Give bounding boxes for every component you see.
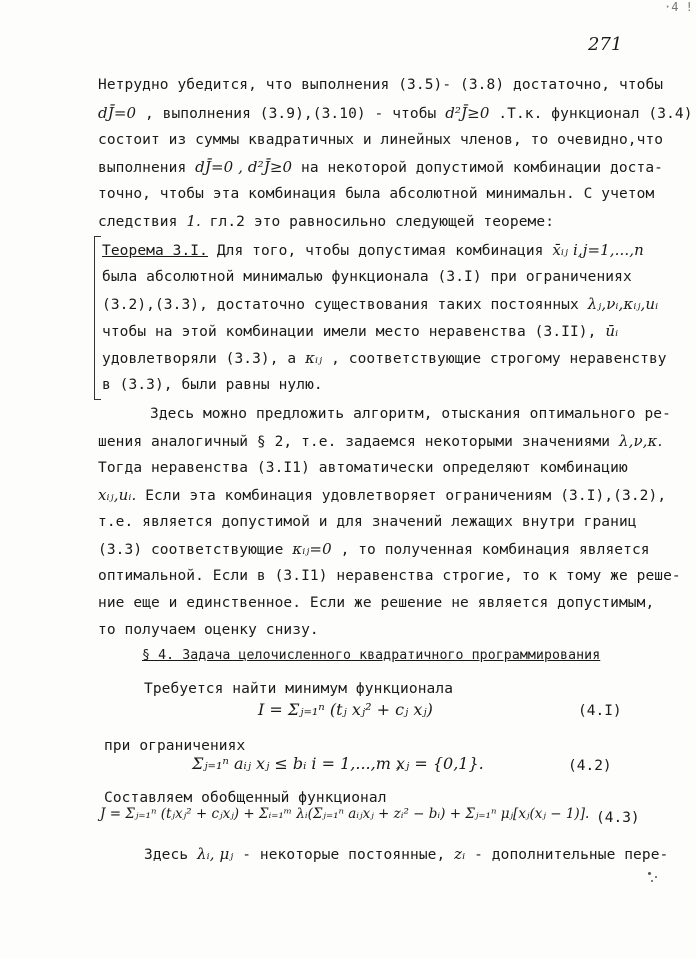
text-line-4-part-c: на некоторой допустимой комбинации доста- [300, 160, 664, 176]
equation-4-2-constraint: Σⱼ₌₁ⁿ aᵢⱼ xⱼ ≤ bᵢ i = 1,...,m , [192, 754, 402, 773]
text-line-15: Тогда неравенства (3.I1) автоматически определяют комбинацию [98, 460, 628, 476]
text-line-17: т.е. является допустимой и для значений лежащих внутри границ [98, 514, 637, 530]
text-line-18 [98, 540, 650, 559]
scan-speck [655, 876, 657, 878]
page-number: 271 [588, 34, 623, 55]
text-line-8: была абсолютной минималью функционала (3.I) при ограничениях [102, 269, 632, 285]
text-line-18-part-a: (3.3) соответствующие [98, 542, 284, 558]
text-line-2-part-b: , выполнения (3.9),(3.10) - чтобы [144, 106, 437, 122]
equation-4-1: I = Σⱼ₌₁ⁿ (tⱼ xⱼ² + cⱼ xⱼ) [258, 700, 433, 719]
text-line-20: ние еще и единственное. Если же решение не является допустимым, [98, 595, 655, 611]
text-line-23: при ограничениях [104, 738, 246, 754]
formula-kappa-zero: κᵢⱼ=0 [292, 540, 332, 558]
equation-4-3: J = Σⱼ₌₁ⁿ (tⱼxⱼ² + cⱼxⱼ) + Σᵢ₌₁ᵐ λᵢ(Σⱼ₌₁ⁿ aᵢⱼxⱼ + zᵢ² − bᵢ) + Σⱼ₌₁ⁿ μⱼ[xⱼ(xⱼ − 1)]. [100, 806, 590, 822]
scan-speck [648, 872, 651, 875]
formula-xij-ui: xᵢⱼ,uᵢ. [98, 486, 137, 504]
text-line-25 [144, 845, 668, 864]
text-line-6 [98, 212, 554, 231]
text-line-14 [98, 432, 662, 451]
text-line-5: точно, чтобы эта комбинация была абсолютной минимальн. С учетом [98, 186, 655, 202]
formula-constants: λⱼ,νᵢ,κᵢⱼ,uᵢ [587, 295, 659, 313]
text-line-25-part-e: - дополнительные пере- [474, 847, 669, 863]
text-line-25-part-a: Здесь [144, 847, 189, 863]
text-line-9 [102, 295, 658, 314]
text-line-16 [98, 486, 666, 505]
formula-d2J-nonneg: d²J̄≥0 [445, 104, 490, 122]
text-line-14-part-a: шения аналогичный § 2, т.е. задаемся некоторыми значениями [98, 434, 611, 450]
formula-xij-indices: x̄ᵢⱼ i,j=1,...,n [552, 241, 644, 259]
text-line-13: Здесь можно предложить алгоритм, отыскания оптимального ре- [150, 406, 671, 422]
text-line-10 [102, 322, 618, 341]
formula-dJ-zero: dJ̄=0 [98, 104, 137, 122]
text-line-2-part-d: .Т.к. функционал (3.4) [498, 106, 693, 122]
text-line-22: Требуется найти минимум функционала [144, 681, 454, 697]
theorem-bracket [94, 236, 101, 400]
formula-lambda-nu-kappa: λ,ν,κ. [618, 432, 663, 450]
text-line-6-part-c: гл.2 это равносильно следующей теореме: [209, 214, 555, 230]
text-line-7-part-b: Для того, чтобы допустимая комбинация [216, 243, 544, 259]
text-line-12: в (3.3), были равны нулю. [102, 377, 323, 393]
formula-kappa-ij: κᵢⱼ [305, 349, 323, 367]
formula-ui-bar: ūᵢ [605, 322, 619, 340]
text-line-16-part-b: Если эта комбинация удовлетворяет ограничениям (3.I),(3.2), [145, 488, 667, 504]
corollary-number: 1. [186, 212, 201, 230]
text-line-6-part-a: следствия [98, 214, 178, 230]
text-line-19: оптимальной. Если в (3.I1) неравенства строгие, то к тому же реше- [98, 568, 681, 584]
equation-4-3-number: (4.3) [596, 810, 640, 826]
text-line-25-part-c: - некоторые постоянные, [242, 847, 446, 863]
section-title: § 4. Задача целочисленного квадратичного программирования [142, 648, 601, 663]
text-line-9-part-a: (3.2),(3.3), достаточно существования таких постоянных [102, 297, 579, 313]
text-line-4 [98, 158, 663, 177]
formula-optimality-conditions: dJ̄=0 , d²J̄≥0 [195, 158, 293, 176]
text-line-11-part-c: , соответствующие строгому неравенству [331, 351, 667, 367]
text-line-7 [102, 241, 644, 260]
text-line-2 [98, 104, 693, 123]
text-line-21: то получаем оценку снизу. [98, 622, 319, 638]
formula-zi: zᵢ [454, 845, 466, 863]
text-line-4-part-a: выполнения [98, 160, 187, 176]
text-line-11 [102, 349, 667, 368]
text-line-1: Нетрудно убедится, что выполнения (3.5)- (3.8) достаточно, чтобы [98, 77, 664, 93]
text-line-11-part-a: удовлетворяли (3.3), а [102, 351, 297, 367]
theorem-title: Теорема 3.I. [102, 243, 208, 259]
text-line-3: состоит из суммы квадратичных и линейных членов, то очевидно,что [98, 132, 664, 148]
text-line-10-part-a: чтобы на этой комбинации имели место неравенства (3.II), [102, 324, 597, 340]
equation-4-2-number: (4.2) [568, 758, 612, 774]
equation-4-1-number: (4.I) [578, 703, 622, 719]
scan-speck [651, 880, 653, 882]
text-line-18-part-c: , то полученная комбинация является [340, 542, 650, 558]
corner-mark: ·4 ! [664, 0, 693, 14]
formula-lambda-mu: λᵢ, μⱼ [197, 845, 234, 863]
equation-4-2-binary: xⱼ = {0,1}. [396, 754, 484, 773]
text-line-24: Составляем обобщенный функционал [104, 790, 387, 806]
